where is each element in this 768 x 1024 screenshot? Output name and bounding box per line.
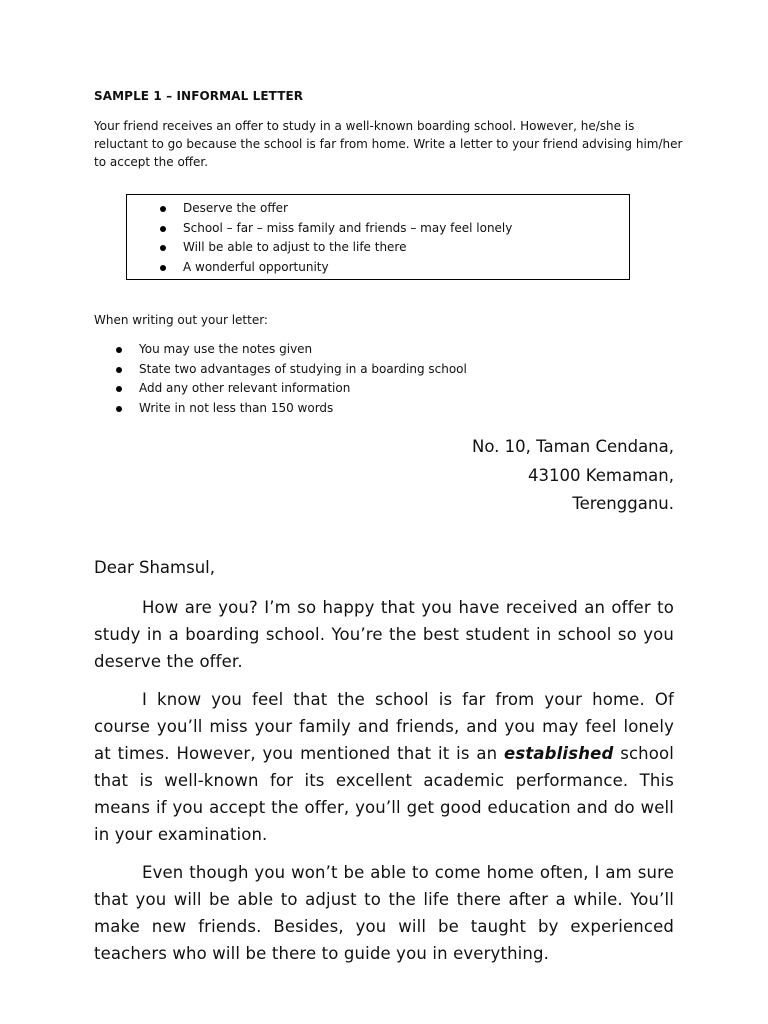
notes-list — [127, 199, 629, 277]
instructions-block — [94, 340, 514, 418]
address-line: 43100 Kemaman, — [528, 465, 674, 485]
bullet-icon — [160, 245, 166, 251]
bullet-icon — [116, 367, 122, 373]
note-item — [127, 199, 629, 219]
letter-body — [94, 594, 674, 978]
bullet-icon — [116, 406, 122, 412]
instruction-item — [94, 379, 514, 399]
paragraph-text: I know you feel that the school is far from your home. Of course you’ll miss your family and friends, and you may feel lonely at times. However, you mentioned that it is an — [94, 690, 674, 763]
bullet-icon — [160, 206, 166, 212]
address-line: No. 10, Taman Cendana, — [472, 437, 674, 456]
instruction-text: State two advantages of studying in a boarding school — [139, 361, 467, 376]
instructions-list — [94, 340, 514, 418]
notes-box — [126, 194, 630, 280]
emphasized-word: established — [504, 744, 614, 763]
address-line: Terengganu. — [572, 494, 674, 513]
bullet-icon — [116, 386, 122, 392]
letter-paragraph: How are you? I’m so happy that you have received an offer to study in a boarding school. You’re the best student in school so you deserve the offer. — [94, 598, 674, 671]
note-item — [127, 238, 629, 258]
instruction-item — [94, 340, 514, 360]
paragraph-text: school that is well-known for its excellent academic performance. This means if you accept the offer, you’ll get good education and do well in your examination. — [94, 744, 674, 844]
sender-address — [472, 433, 674, 519]
note-item — [127, 219, 629, 239]
letter-salutation: Dear Shamsul, — [94, 558, 215, 577]
bullet-icon — [160, 265, 166, 271]
instructions-title: When writing out your letter: — [94, 313, 268, 327]
letter-paragraph — [94, 686, 674, 848]
instruction-text: Add any other relevant information — [139, 381, 351, 395]
note-text: A wonderful opportunity — [183, 259, 329, 274]
note-text: Deserve the offer — [183, 201, 288, 215]
note-text: School – far – miss family and friends – may feel lonely — [183, 220, 513, 235]
note-text: Will be able to adjust to the life there — [183, 240, 407, 254]
bullet-icon — [160, 226, 166, 232]
note-item — [127, 258, 629, 278]
page-heading: SAMPLE 1 – INFORMAL LETTER — [94, 89, 304, 103]
instruction-item — [94, 399, 514, 419]
instruction-item — [94, 360, 514, 380]
instruction-text: Write in not less than 150 words — [139, 400, 334, 415]
letter-paragraph: Even though you won’t be able to come home often, I am sure that you will be able to adjust to the life there after a while. You’ll make new friends. Besides, you will be taught by experienced teachers who will be there to guide you in everything. — [94, 863, 674, 963]
question-prompt: Your friend receives an offer to study in a well-known boarding school. However, he/she is reluctant to go because the school is far from home. Write a letter to your friend advising him/her to accept the offer. — [94, 119, 683, 169]
bullet-icon — [116, 347, 122, 353]
instruction-text: You may use the notes given — [139, 342, 313, 356]
